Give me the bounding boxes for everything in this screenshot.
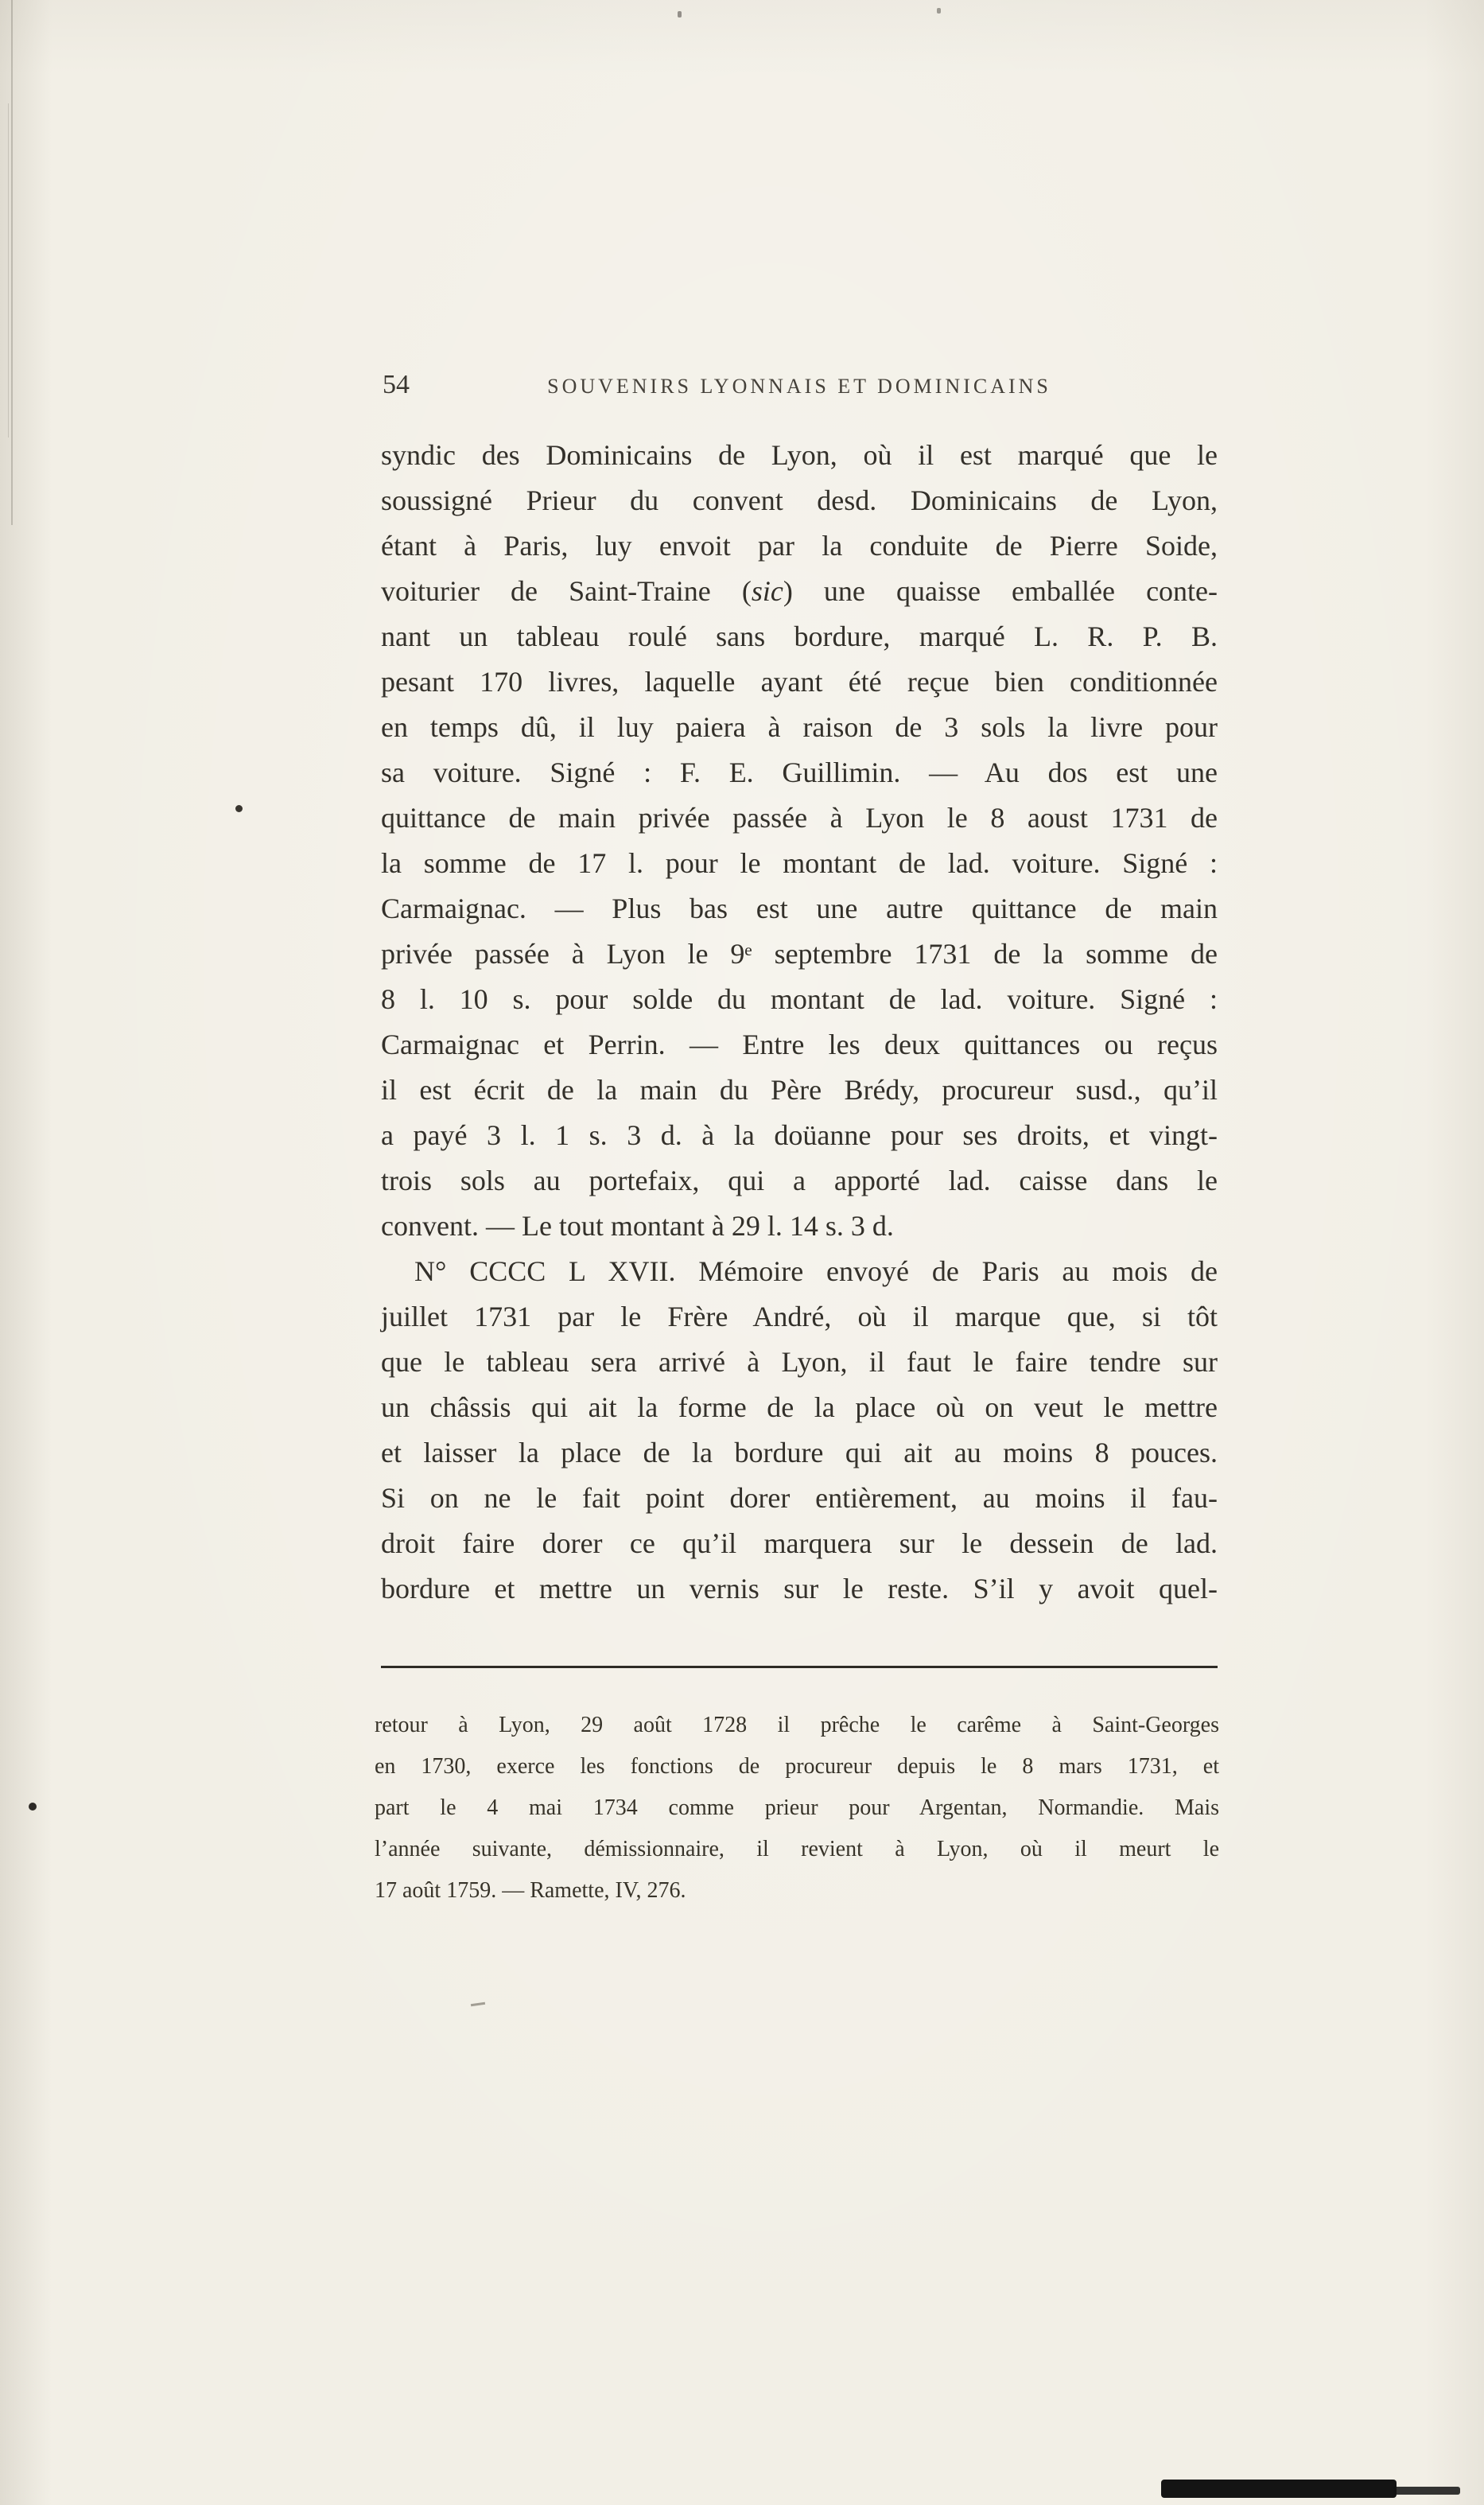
footnote (375, 1705, 1219, 1912)
text-line: et laisser la place de la bordure qui ait au moins 8 pouces. (381, 1437, 1218, 1468)
ink-speck (678, 11, 682, 18)
text-line: bordure et mettre un vernis sur le reste. S’il y avoit quel- (381, 1573, 1218, 1605)
text-line: juillet 1731 par le Frère André, où il marque que, si tôt (381, 1301, 1218, 1332)
text-line: syndic des Dominicains de Lyon, où il est marqué que le (381, 439, 1218, 471)
text-line: pesant 170 livres, laquelle ayant été reçue bien conditionnée (381, 666, 1218, 698)
bottom-scan-bar (1161, 2480, 1397, 2498)
footnote-separator (381, 1666, 1218, 1668)
left-edge-crease-2 (8, 103, 9, 438)
text-line (381, 569, 1218, 614)
sic-italic: sic (751, 575, 783, 607)
bottom-scan-tail (1393, 2487, 1460, 2495)
footnote-line: 17 août 1759. — Ramette, IV, 276. (375, 1878, 686, 1903)
footnote-line: part le 4 mai 1734 comme prieur pour Argentan, Normandie. Mais (375, 1795, 1219, 1820)
text-line: trois sols au portefaix, qui a apporté lad. caisse dans le (381, 1165, 1218, 1196)
text-line: étant à Paris, luy envoit par la conduite de Pierre Soide, (381, 530, 1218, 562)
text-line: droit faire dorer ce qu’il marquera sur le dessein de lad. (381, 1527, 1218, 1559)
text-line: a payé 3 l. 1 s. 3 d. à la doüanne pour ses droits, et vingt- (381, 1119, 1218, 1151)
page-header (381, 366, 1218, 407)
scan-mark (471, 2002, 485, 2006)
text-line: Carmaignac. — Plus bas est une autre quittance de main (381, 893, 1218, 924)
text-segment: ) une quaisse emballée conte- (783, 575, 1218, 607)
text-line: sa voiture. Signé : F. E. Guillimin. — Au dos est une (381, 757, 1218, 788)
text-line: la somme de 17 l. pour le montant de lad. voiture. Signé : (381, 847, 1218, 879)
ink-speck (235, 805, 243, 812)
page-number: 54 (383, 370, 410, 399)
text-line: il est écrit de la main du Père Brédy, procureur susd., qu’il (381, 1074, 1218, 1106)
text-line: convent. — Le tout montant à 29 l. 14 s. 3 d. (381, 1210, 894, 1242)
ink-speck (29, 1803, 37, 1811)
footnote-line: en 1730, exerce les fonctions de procureur depuis le 8 mars 1731, et (375, 1754, 1219, 1779)
text-line: Si on ne le fait point dorer entièrement, au moins il fau- (381, 1482, 1218, 1514)
footnote-line: retour à Lyon, 29 août 1728 il prêche le carême à Saint-Georges (375, 1713, 1219, 1737)
left-edge-crease (11, 0, 13, 525)
body-text (381, 433, 1218, 1612)
running-title: SOUVENIRS LYONNAIS ET DOMINICAINS (547, 375, 1051, 398)
text-line: soussigné Prieur du convent desd. Dominicains de Lyon, (381, 484, 1218, 516)
text-line: en temps dû, il luy paiera à raison de 3 sols la livre pour (381, 711, 1218, 743)
text-line: 8 l. 10 s. pour solde du montant de lad. voiture. Signé : (381, 983, 1218, 1015)
text-line: privée passée à Lyon le 9ᵉ septembre 1731 de la somme de (381, 938, 1218, 970)
text-column (375, 366, 1219, 1912)
text-line: nant un tableau roulé sans bordure, marqué L. R. P. B. (381, 620, 1218, 652)
text-line: un châssis qui ait la forme de la place où on veut le mettre (381, 1391, 1218, 1423)
footnote-line: l’année suivante, démissionnaire, il revient à Lyon, où il meurt le (375, 1837, 1219, 1861)
text-line: Carmaignac et Perrin. — Entre les deux quittances ou reçus (381, 1029, 1218, 1060)
text-line: quittance de main privée passée à Lyon le 8 aoust 1731 de (381, 802, 1218, 834)
text-segment: voiturier de Saint-Traine ( (381, 575, 752, 607)
ink-speck (937, 8, 941, 14)
text-line: que le tableau sera arrivé à Lyon, il faut le faire tendre sur (381, 1346, 1218, 1378)
text-line: N° CCCC L XVII. Mémoire envoyé de Paris au mois de (414, 1255, 1218, 1287)
